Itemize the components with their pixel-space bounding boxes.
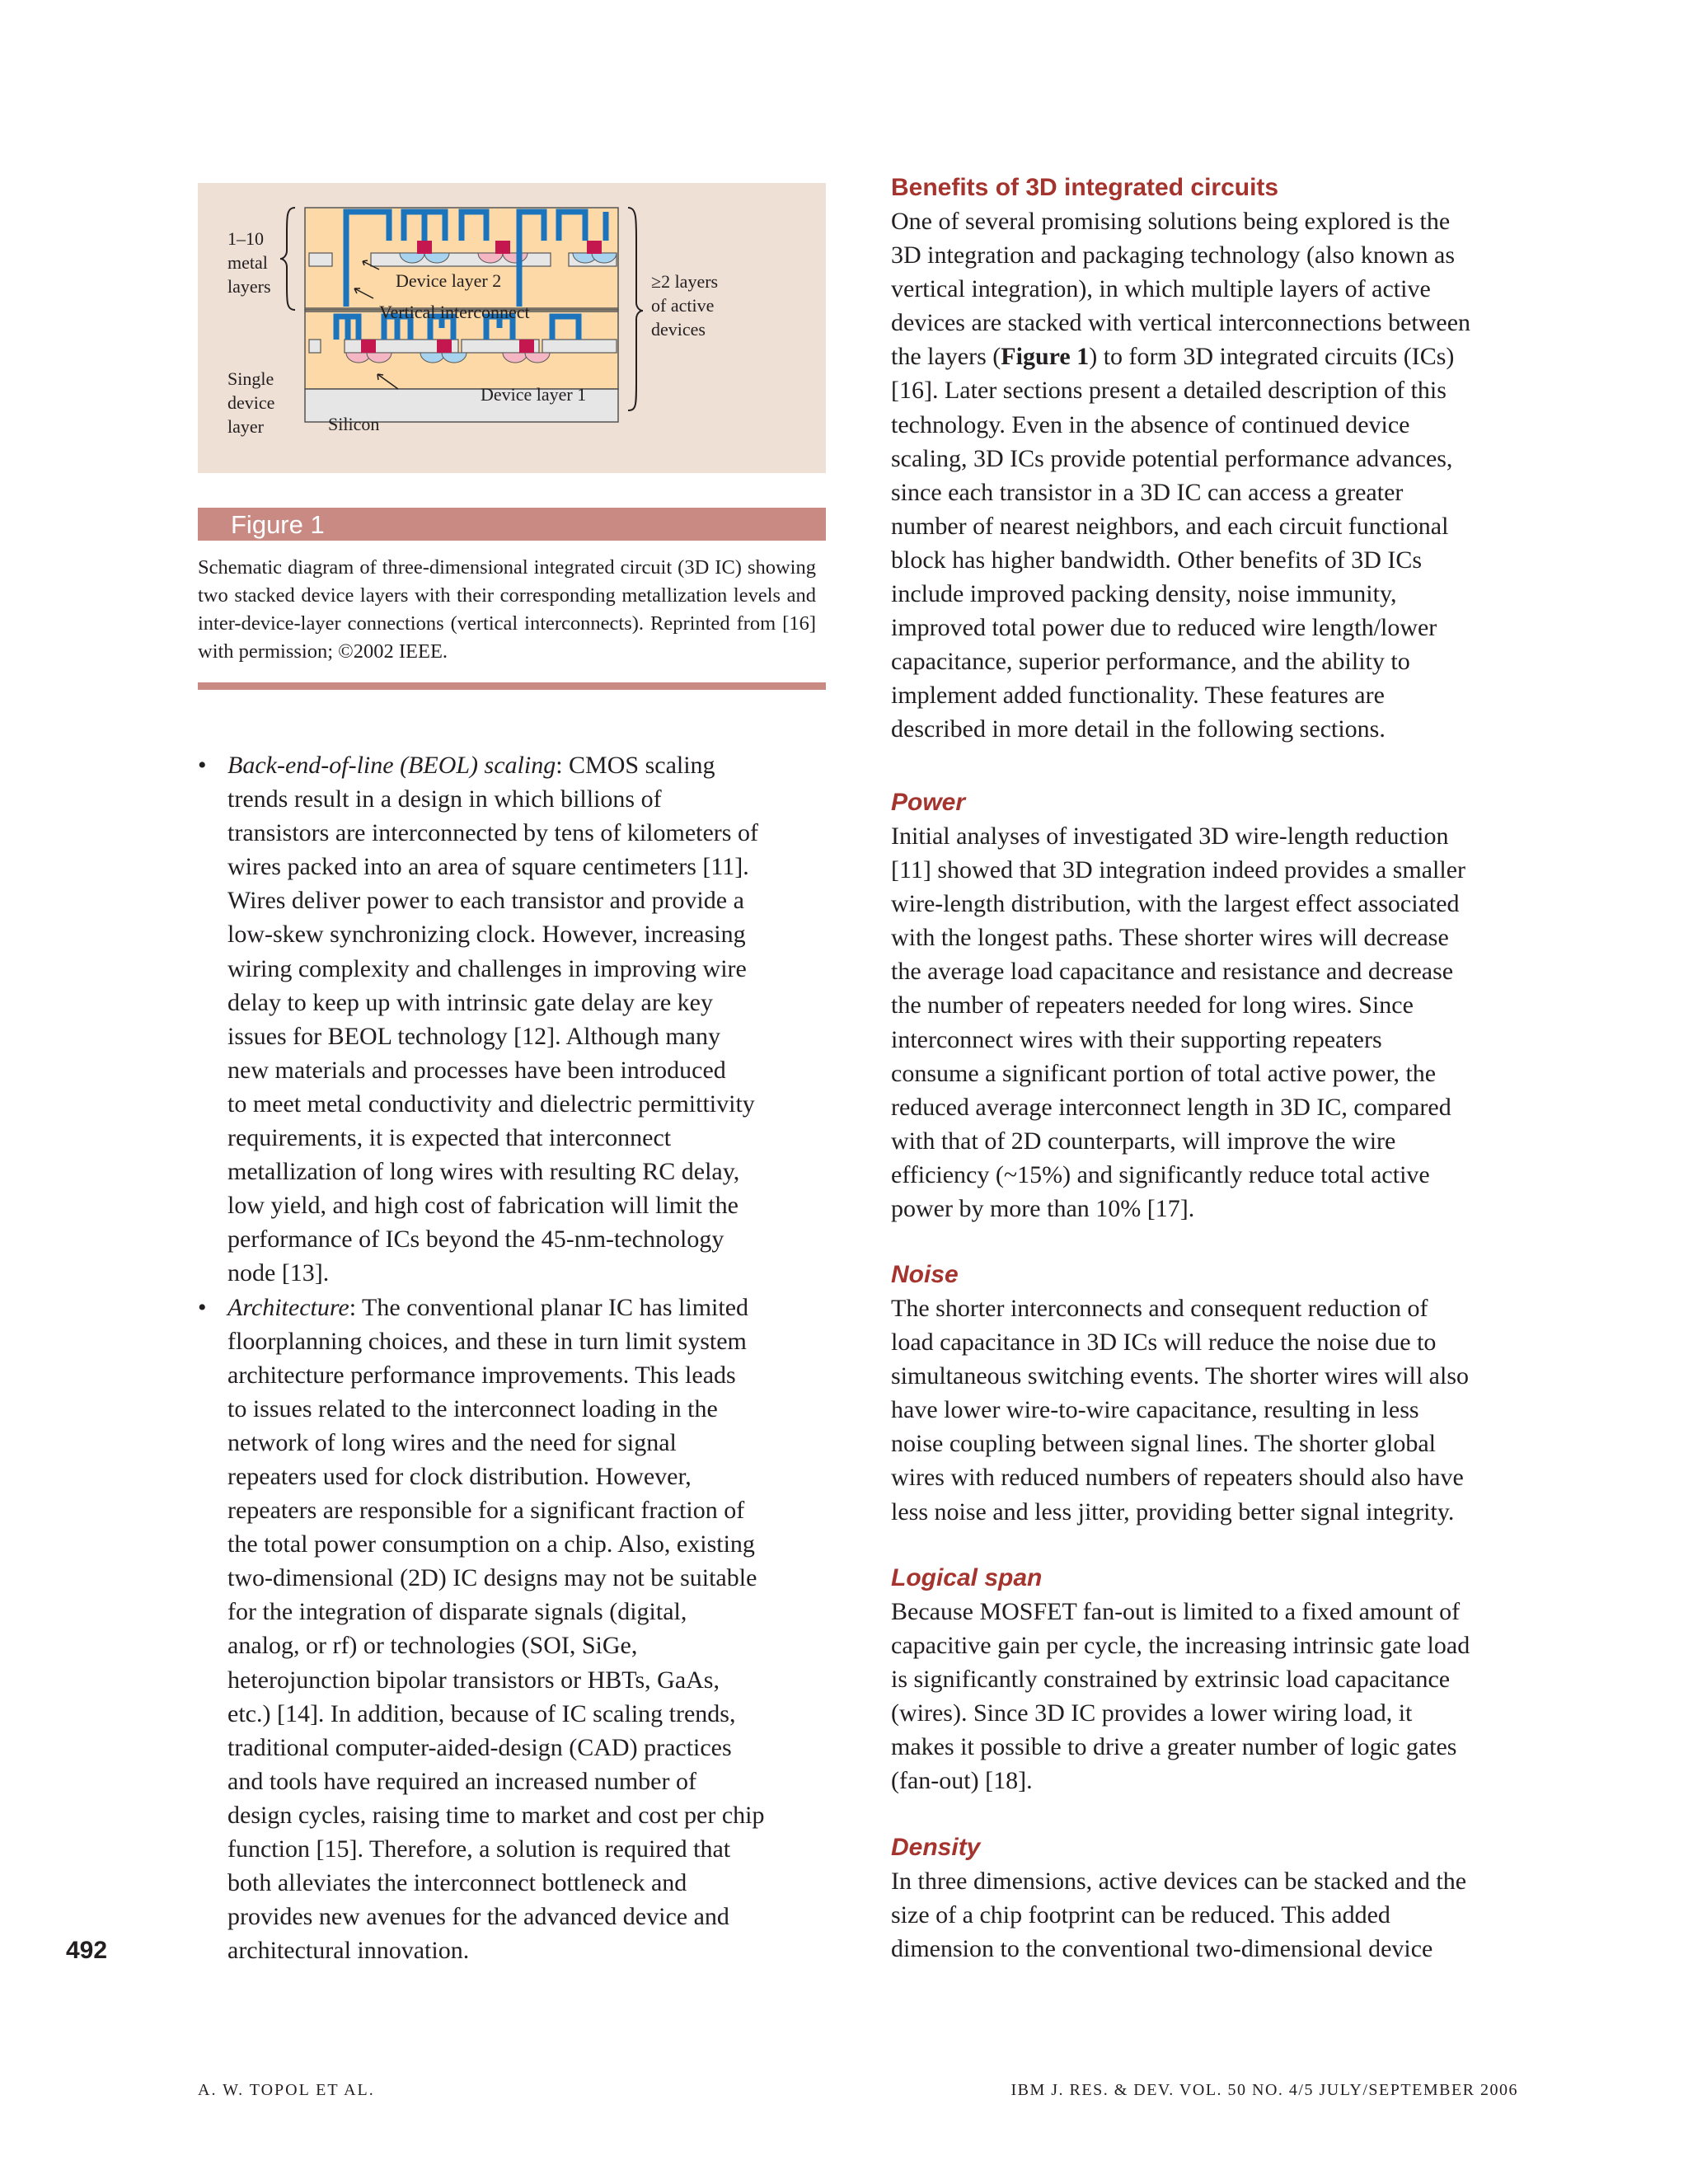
text-line: traditional computer-aided-design (CAD) practices [227, 1733, 732, 1761]
text-line: repeaters used for clock distribution. However, [227, 1462, 692, 1490]
section-body [891, 819, 1526, 1226]
text-line: dimension to the conventional two-dimensional device [891, 1935, 1433, 1963]
text-line: two-dimensional (2D) IC designs may not be suitable [227, 1564, 757, 1592]
text-line: low-skew synchronizing clock. However, increasing [227, 921, 746, 949]
svg-text:layers: layers [227, 276, 271, 297]
text-line: devices are stacked with vertical interconnections between [891, 309, 1471, 337]
page-number: 492 [66, 1937, 108, 1964]
svg-text:layer: layer [227, 416, 264, 437]
text-line: wire-length distribution, with the largest effect associated [891, 890, 1460, 918]
text-line: and tools have required an increased number of [227, 1767, 696, 1795]
bullet-term: Back-end-of-line (BEOL) scaling [227, 752, 556, 779]
text-line: [11] showed that 3D integration indeed provides a smaller [891, 856, 1466, 884]
text-line: network of long wires and the need for signal [227, 1428, 677, 1456]
bullet-architecture [198, 1291, 832, 1968]
text-line: described in more detail in the following sections. [891, 715, 1386, 743]
text-line: power by more than 10% [17]. [891, 1195, 1195, 1223]
text-line: improved total power due to reduced wire length/lower [891, 614, 1437, 642]
section-body [891, 1291, 1526, 1529]
text-line: technology. Even in the absence of continued device [891, 410, 1410, 438]
text-line: noise coupling between signal lines. The shorter global [891, 1430, 1436, 1458]
text-line: transistors are interconnected by tens of kilometers of [227, 819, 758, 847]
svg-text:devices: devices [651, 319, 706, 340]
figure-panel [198, 183, 826, 473]
text-line: Back-end-of-line (BEOL) scaling: CMOS scaling [227, 752, 715, 779]
section-heading-logical-span: Logical span [891, 1564, 1043, 1591]
text-line: block has higher bandwidth. Other benefits of 3D ICs [891, 546, 1423, 574]
text-line: capacitive gain per cycle, the increasing intrinsic gate load [891, 1632, 1470, 1660]
section-heading-density: Density [891, 1834, 981, 1861]
device-layer-2-label: Device layer 2 [396, 270, 502, 291]
text-line: heterojunction bipolar transistors or HBTs, GaAs, [227, 1666, 720, 1694]
text-line: vertical integration), in which multiple layers of active [891, 275, 1431, 303]
section-heading-benefits: Benefits of 3D integrated circuits [891, 174, 1279, 201]
text-line: wiring complexity and challenges in improving wire [227, 954, 747, 982]
footer-journal: IBM J. RES. & DEV. VOL. 50 NO. 4/5 JULY/SEPTEMBER 2006 [1010, 2081, 1518, 2099]
text-line: since each transistor in a 3D IC can access a greater [891, 478, 1404, 506]
section-heading-noise: Noise [891, 1261, 959, 1288]
text-line: simultaneous switching events. The shorter wires will also [891, 1362, 1470, 1390]
text-line: have lower wire-to-wire capacitance, resulting in less [891, 1396, 1419, 1424]
text-line: metallization of long wires with resulting RC delay, [227, 1158, 740, 1186]
intro-paragraph [891, 204, 1526, 747]
text-line: interconnect wires with their supporting repeaters [891, 1025, 1382, 1053]
text-line: repeaters are responsible for a significant fraction of [227, 1497, 745, 1525]
text-line: is significantly constrained by extrinsic load capacitance [891, 1666, 1451, 1694]
text-line: low yield, and high cost of fabrication will limit the [227, 1192, 738, 1220]
figure-diagram [198, 183, 826, 473]
device-layer-1-label: Device layer 1 [481, 384, 587, 405]
footer-authors: A. W. TOPOL ET AL. [198, 2081, 375, 2099]
text-line: consume a significant portion of total active power, the [891, 1059, 1437, 1087]
text-line: efficiency (~15%) and significantly reduce total active [891, 1160, 1430, 1188]
bullet-marker: • [198, 1293, 207, 1321]
text-line: analog, or rf) or technologies (SOI, SiGe, [227, 1632, 638, 1660]
text-line: [16]. Later sections present a detailed description of this [891, 377, 1447, 405]
metal-layers-label: 1–10 [227, 228, 264, 249]
section-body [891, 1595, 1526, 1798]
vertical-interconnect-label: Vertical interconnect [379, 302, 530, 322]
text-line: Initial analyses of investigated 3D wire-length reduction [891, 823, 1449, 850]
text-line: with the longest paths. These shorter wires will decrease [891, 924, 1449, 952]
figure-title-bar [198, 508, 826, 541]
text-line: design cycles, raising time to market and cost per chip [227, 1801, 765, 1829]
text-line: the layers (Figure 1) to form 3D integrated circuits (ICs) [891, 343, 1455, 371]
text-line: Because MOSFET fan-out is limited to a fixed amount of [891, 1598, 1461, 1625]
single-device-layer-label: Single [227, 368, 274, 389]
text-line: wires with reduced numbers of repeaters should also have [891, 1464, 1464, 1492]
text-line: architectural innovation. [227, 1937, 470, 1965]
text-line: function [15]. Therefore, a solution is required that [227, 1835, 731, 1863]
text-line: less noise and less jitter, providing better signal integrity. [891, 1497, 1455, 1526]
figure-divider [198, 682, 826, 690]
text-line: implement added functionality. These features are [891, 682, 1385, 710]
bullet-term: Architecture [227, 1293, 349, 1321]
text-line: floorplanning choices, and these in turn limit system [227, 1327, 747, 1355]
text-line: makes it possible to drive a greater number of logic gates [891, 1733, 1457, 1761]
section-logical-span [891, 1562, 1526, 1798]
right-column [891, 171, 1526, 747]
text-line: In three dimensions, active devices can be stacked and the [891, 1868, 1467, 1895]
text-line: issues for BEOL technology [12]. Although many [227, 1022, 720, 1050]
section-noise [891, 1258, 1526, 1529]
text-line: include improved packing density, noise immunity, [891, 580, 1397, 608]
text-line: to meet metal conductivity and dielectric permittivity [227, 1090, 755, 1118]
svg-text:of active: of active [651, 295, 715, 316]
text-line: with that of 2D counterparts, will improve the wire [891, 1127, 1396, 1155]
text-line: One of several promising solutions being explored is the [891, 208, 1451, 235]
text-line: load capacitance in 3D ICs will reduce the noise due to [891, 1329, 1437, 1357]
text-line: the number of repeaters needed for long wires. Since [891, 991, 1414, 1019]
text-line: the total power consumption on a chip. Also, existing [227, 1530, 755, 1558]
text-line: Wires deliver power to each transistor and provide a [227, 887, 744, 915]
figure-caption: Schematic diagram of three-dimensional integrated circuit (3D IC) showing two stacked device layers with their corresponding metallization levels and inter-device-layer connections (vertical interconnects). Reprinted from [16] with permission; ©2002 IEEE. [198, 556, 816, 663]
text-line: node [13]. [227, 1259, 330, 1287]
active-devices-label: ≥2 layers [651, 271, 719, 292]
text-line: performance of ICs beyond the 45-nm-technology [227, 1226, 724, 1254]
svg-text:metal: metal [227, 252, 268, 273]
text-line: scaling, 3D ICs provide potential performance advances, [891, 444, 1453, 472]
text-line: architecture performance improvements. This leads [227, 1361, 736, 1389]
text-line: the average load capacitance and resistance and decrease [891, 958, 1454, 986]
svg-text:device: device [227, 392, 275, 413]
text-line: (wires). Since 3D IC provides a lower wiring load, it [891, 1699, 1413, 1727]
text-line: requirements, it is expected that interconnect [227, 1124, 672, 1152]
text-line: for the integration of disparate signals (digital, [227, 1598, 687, 1626]
text-line: The shorter interconnects and consequent reduction of [891, 1295, 1428, 1322]
text-line: (fan-out) [18]. [891, 1767, 1033, 1795]
text-line: delay to keep up with intrinsic gate delay are key [227, 988, 713, 1016]
section-body [891, 1864, 1526, 1966]
section-heading-power: Power [891, 789, 966, 816]
text-line: size of a chip footprint can be reduced. This added [891, 1901, 1390, 1929]
text-line: number of nearest neighbors, and each circuit functional [891, 512, 1449, 540]
section-density [891, 1831, 1526, 1966]
text-line: trends result in a design in which billions of [227, 785, 662, 813]
text-line: provides new avenues for the advanced device and [227, 1903, 729, 1931]
text-line: capacitance, superior performance, and the ability to [891, 648, 1410, 676]
text-line: wires packed into an area of square centimeters [11]. [227, 853, 749, 881]
text-line: both alleviates the interconnect bottleneck and [227, 1869, 687, 1897]
bullet-marker: • [198, 752, 207, 779]
section-power [891, 786, 1526, 1226]
silicon-label: Silicon [328, 414, 380, 434]
text-line: Architecture: The conventional planar IC has limited [227, 1293, 749, 1321]
text-line: reduced average interconnect length in 3D IC, compared [891, 1093, 1451, 1121]
figure-title: Figure 1 [231, 510, 325, 539]
text-line: to issues related to the interconnect loading in the [227, 1394, 718, 1422]
left-column-bullets [198, 748, 832, 1967]
text-line: 3D integration and packaging technology (also known as [891, 241, 1455, 269]
figure-reference: Figure 1 [1001, 343, 1090, 371]
text-line: new materials and processes have been introduced [227, 1056, 726, 1084]
bullet-beol-scaling [198, 748, 832, 1291]
text-line: etc.) [14]. In addition, because of IC scaling trends, [227, 1699, 736, 1727]
